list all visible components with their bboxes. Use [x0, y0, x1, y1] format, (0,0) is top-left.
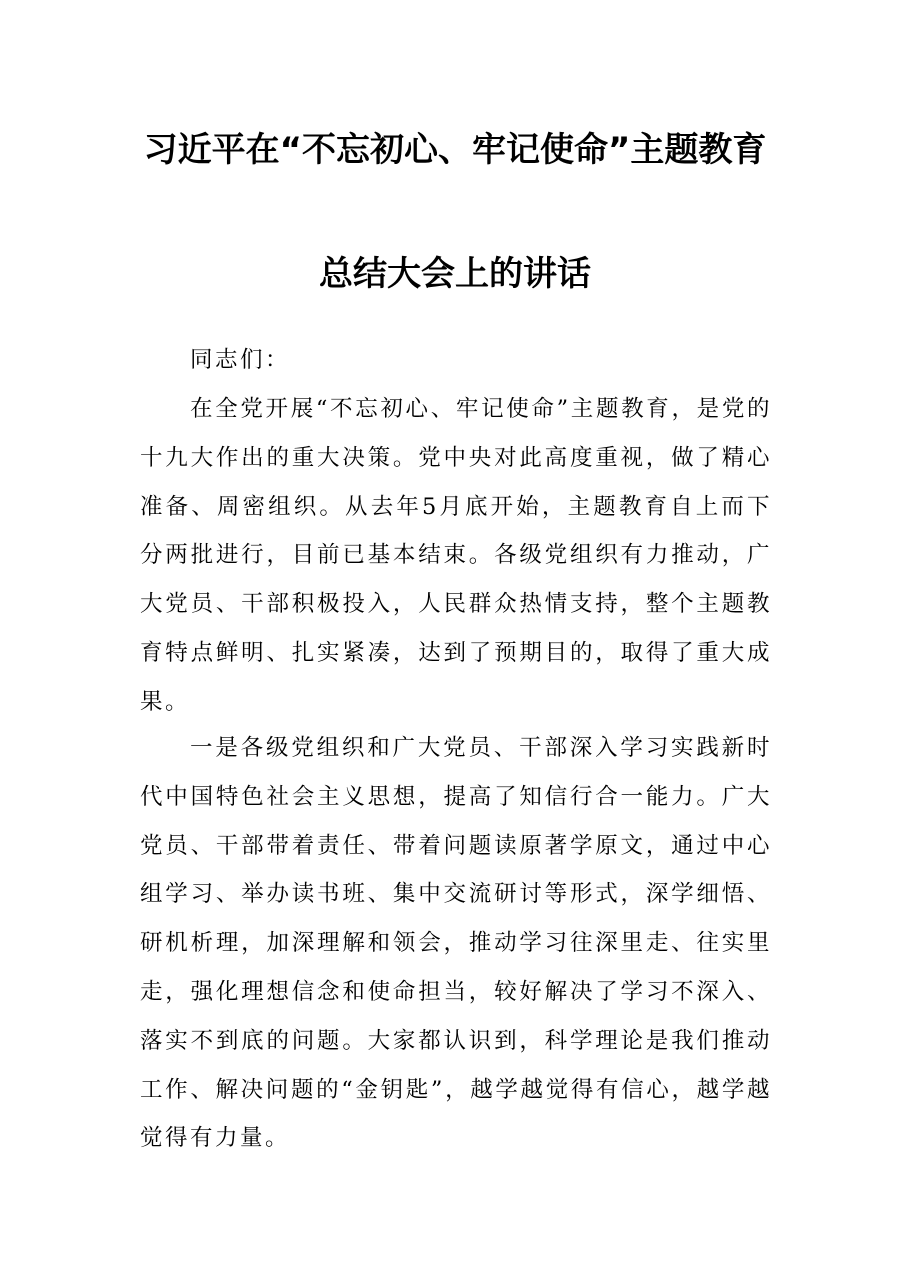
paragraph-2: 一是各级党组织和广大党员、干部深入学习实践新时代中国特色社会主义思想，提高了知信行合一能力。广大党员、干部带着责任、带着问题读原著学原文，通过中心组学习、举办读书班、集中交流研讨等形式，深学细悟、研机析理，加深理解和领会，推动学习往深里走、往实里走，强化理想信念和使命担当，较好解决了学习不深入、落实不到底的问题。大家都认识到，科学理论是我们推动工作、解决问题的“金钥匙”，越学越觉得有信心，越学越觉得有力量。 [140, 735, 772, 1152]
document-title-line1: 习近平在“不忘初心、牢记使命”主题教育 [143, 130, 767, 170]
paragraph-1: 在全党开展“不忘初心、牢记使命”主题教育，是党的十九大作出的重大决策。党中央对此高度重视，做了精心准备、周密组织。从去年5月底开始，主题教育自上而下分两批进行，目前已基本结束。各级党组织有力推动，广大党员、干部积极投入，人民群众热情支持，整个主题教育特点鲜明、扎实紧凑，达到了预期目的，取得了重大成果。 [140, 396, 772, 715]
greeting: 同志们： [190, 347, 291, 373]
document-title-line2: 总结大会上的讲话 [319, 254, 591, 294]
